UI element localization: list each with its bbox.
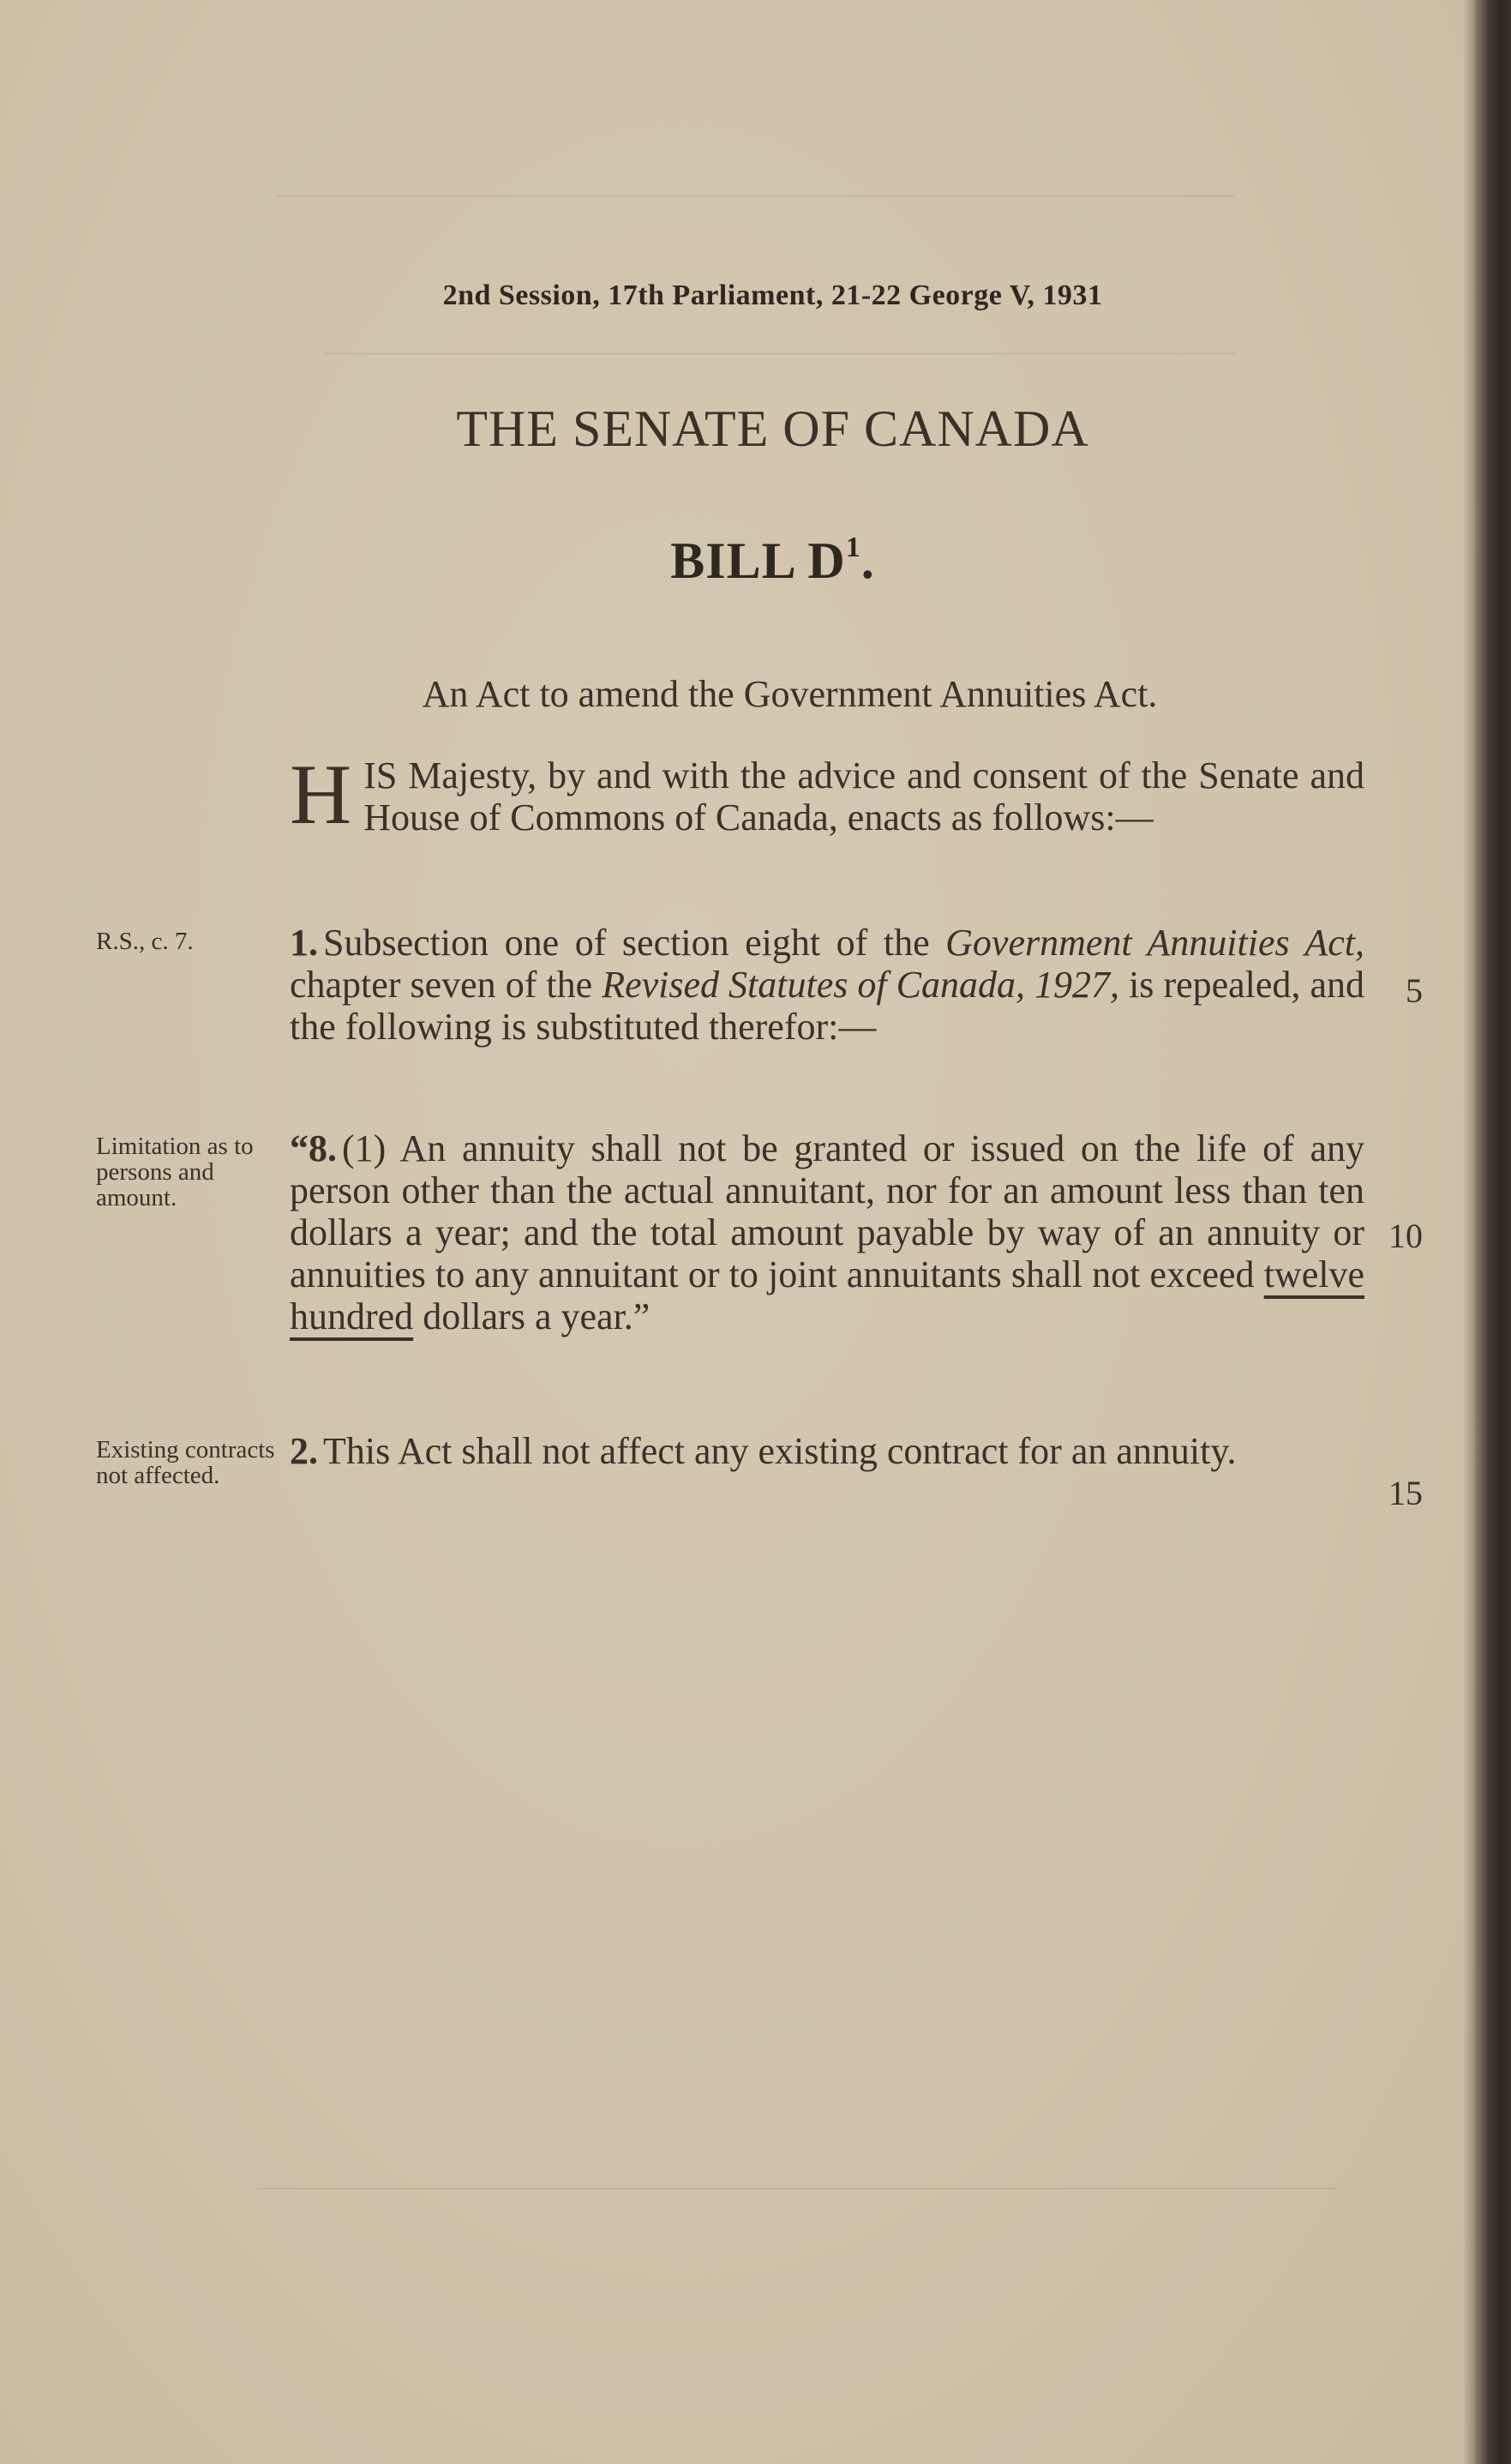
line-number-10: 10 bbox=[1388, 1217, 1423, 1255]
book-binding bbox=[1475, 0, 1511, 2464]
section-8-text-b: dollars a year.” bbox=[413, 1295, 651, 1337]
section-1-statute-name: Revised Statutes of Canada, 1927, bbox=[602, 964, 1120, 1006]
faint-rule-header bbox=[326, 353, 1234, 354]
margin-note-section-8: Limitation as to persons and amount. bbox=[96, 1133, 254, 1211]
section-8-number: “8. bbox=[290, 1127, 337, 1169]
act-title: An Act to amend the Government Annuities Act. bbox=[422, 673, 1158, 715]
binding-shadow bbox=[1463, 0, 1475, 2464]
section-8-underlined-amount: twelve hundred bbox=[290, 1253, 1364, 1337]
margin-note-section-2: Existing contracts not affected. bbox=[96, 1436, 275, 1489]
section-1-text-c: is repealed, and the following is substituted therefor:— bbox=[290, 964, 1364, 1048]
line-number-5: 5 bbox=[1406, 971, 1423, 1010]
section-1-act-name: Government Annuities Act, bbox=[945, 922, 1364, 964]
house-title: THE SENATE OF CANADA bbox=[456, 400, 1089, 457]
section-1-text-a: Subsection one of section eight of the bbox=[323, 922, 946, 964]
section-1 bbox=[290, 922, 1364, 1048]
section-2-number: 2. bbox=[290, 1430, 318, 1472]
section-2 bbox=[290, 1430, 1364, 1472]
section-8-text-a: (1) An annuity shall not be granted or issued on the life of any person other than the actual annuitant, nor for an amount less than ten dollars a year; and the total amount payable by way of an annuity or annuities to any annuitant or to joint annuitants shall not exceed bbox=[290, 1127, 1364, 1295]
drop-cap: H bbox=[290, 747, 352, 842]
margin-note-section-1: R.S., c. 7. bbox=[96, 928, 194, 955]
section-8 bbox=[290, 1127, 1364, 1337]
section-1-number: 1. bbox=[290, 922, 318, 964]
line-number-15: 15 bbox=[1388, 1474, 1423, 1512]
bill-superscript: 1 bbox=[845, 532, 861, 563]
faint-rule-bottom bbox=[257, 2188, 1337, 2189]
session-line: 2nd Session, 17th Parliament, 21-22 George V, 1931 bbox=[442, 279, 1103, 311]
enacting-clause-text: IS Majesty, by and with the advice and consent of the Senate and House of Commons of Canada, enacts as follows:— bbox=[363, 754, 1364, 838]
enacting-clause bbox=[290, 747, 1364, 842]
faint-rule-top bbox=[274, 195, 1234, 196]
bill-prefix: BILL D bbox=[670, 532, 846, 589]
bill-title bbox=[0, 532, 1511, 591]
section-1-text-b: chapter seven of the bbox=[290, 964, 603, 1006]
section-2-text: This Act shall not affect any existing contract for an annuity. bbox=[323, 1430, 1237, 1472]
bill-suffix: . bbox=[860, 532, 875, 589]
